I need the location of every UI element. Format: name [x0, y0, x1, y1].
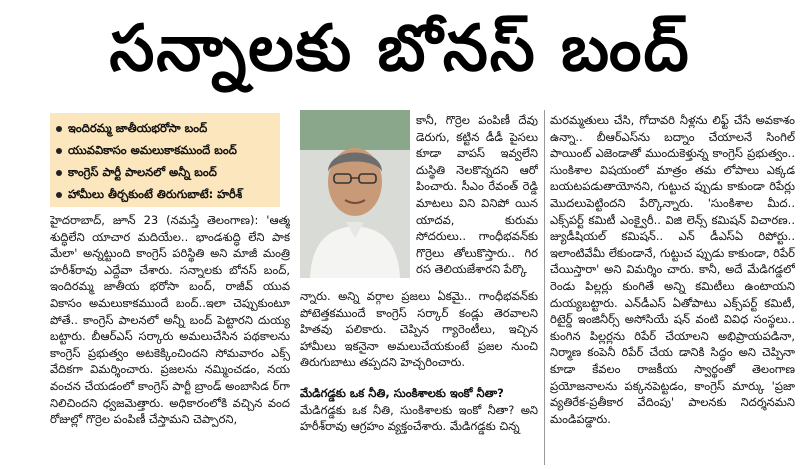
bullet-icon — [56, 170, 62, 176]
article-column-2 — [300, 288, 538, 467]
highlight-item: కాంగ్రెస్ పార్టీ పాలనలో అన్నీ బంద్ — [56, 161, 274, 183]
article-column-2-top — [416, 112, 538, 288]
highlight-item: ఇందిరమ్మ జాతీయభరోసా బంద్ — [56, 117, 274, 139]
bullet-icon — [56, 192, 62, 198]
column-divider — [544, 110, 545, 465]
highlight-item: హామీలు తీర్చకుంటే తిరుగుబాటే: హరీశ్ — [56, 183, 274, 205]
person-portrait-icon — [300, 110, 410, 278]
highlights-box — [50, 113, 280, 207]
portrait-photo — [300, 110, 410, 278]
article-column-1 — [50, 212, 290, 467]
bullet-icon — [56, 126, 62, 132]
bullet-icon — [56, 148, 62, 154]
headline: సన్నాలకు బోనస్ బంద్ — [109, 12, 691, 86]
article-text: మరమ్మతులు చేసి, గోదావరి నీళ్లను లిఫ్ట్ చేసే అవకాశం ఉన్నా.. బీఆర్ఎస్‌ను బద్నాం చేయాలనే సింగిల్ పాయింట్ ఎజెండాతో ముందుకెళ్తున్న కాంగ్రెస్ ప్రభుత్వం.. సుంకిశాల విషయంలో మాత్రం తమ లోపాలు ఎక్కడ బయటపడుతాయోనని, గుట్టుచ ప్పుడు కాకుండా రిపేర్లు మొదలుపెట్టిందని పేర్కొన్నారు. 'సుంకిశాల మీద.. ఎక్స్‌పర్ట్ కమిటీ ఎంక్వైరీ.. విజి లెన్స్ కమిషన్ విచారణ.. జ్యుడీషియల్ కమిషన్.. ఎన్ డీఎస్ఏ రిపోర్టు.. ఇలాంటివేమీ లేకుండానే, గుట్టుచ ప్పుడు కాకుండా, రిపేర్ చేయిస్తారా' అని విమర్శిం చారు. కానీ, అదే మేడిగడ్డలో రెండు పిల్లర్లు కుంగితే అన్ని కమిటీలు ఉంటాయని దుయ్యబట్టారు. ఎన్‌డీఎస్ ఏతోపాటు ఎక్స్‌పర్ట్ కమిటీ, రిటైర్డ్ ఇంజినీర్స్ అసోసియే షన్ వంటి వివిధ సంస్థలు.. కుంగిన పిల్లర్లను రిపేర్ చేయాలని అభిప్రాయపడినా, నిర్మాణ కంపెనీ రిపేర్ చేయ డానికి సిద్ధం అని చెప్పినా కూడా కేవలం రాజకీయ స్వార్థంతో తెలంగాణ ప్రయోజనాలను పక్కనపెట్టడం, కాంగ్రెస్ మార్కు 'ప్రజా వ్యతిరేక-ప్రతీకార వేదింపు' పాలనకు నిదర్శనమని మండిపడ్డారు. — [550, 113, 795, 426]
article-text: కానీ, గొర్రెల పంపిణీ దేవు డెరుగు, కట్టిన డీడీ పైసలు కూడా వాపస్ ఇవ్వలేని దుస్థితి నెలకొన్నదని ఆరో పించారు. సీఎం రేవంత్ రెడ్డి మాటలు విని వినిపో యిన యాదవ, కురుమ సోదరులు.. గాంధీభవన్‌కు గొర్రెలు తోలుకొస్తారు.. గిర రస తెలియజేశారని పేర్కొ — [416, 113, 538, 277]
article-column-3 — [550, 112, 795, 467]
article-text: న్నారు. అన్ని వర్గాల ప్రజలు ఏకమై.. గాంధీభవన్‌కు పోటెత్తకముందే కాంగ్రెస్ సర్కార్ కండ్లు తెరవాలని హితవు పలికారు. చెప్పిన గ్యారెంటీలు, ఇచ్చిన హామీలు ఇకనైనా అమలుచేయకుంటే ప్రజల నుంచి తిరుగుబాటు తప్పదని హెచ్చరించారు. — [300, 289, 538, 370]
highlight-item: యువవికాసం అమలుకాకముందే బంద్ — [56, 139, 274, 161]
article-text: మేడిగడ్డకు ఒక నీతి, సుంకిశాలకు ఇంకో నీతా? అని హరీశ్‌రావు ఆగ్రహం వ్యక్తంచేశారు. మేడిగడ్డకు చిన్న — [300, 402, 538, 434]
article-text: హైదరాబాద్, జూన్ 23 (నమస్తే తెలంగాణ): 'ఆత్మ శుద్ధిలేని యాచార మదియేల.. భాండశుద్ధి లేని పాక మేలా' అన్నట్టుంది కాంగ్రెస్ పరిస్థితి అని మాజీ మంత్రి హరీశ్‌రావు ఎద్దేవా చేశారు. సన్నాలకు బోనస్ బంద్, ఇందిరమ్మ జాతీయ భరోసా బంద్, రాజీవ్ యువ వికాసం అమలుకాకముందే బంద్..ఇలా చెప్పుకుంటూ పోతే.. కాంగ్రెస్ పాలనలో అన్నీ బంద్ పెట్టారని దుయ్య బట్టారు. బీఆర్ఎస్ సర్కారు అమలుచేసిన పథకాలను కాంగ్రెస్ ప్రభుత్వం అటకెక్కించిందని సోమవారం ఎక్స్ వేదికగా విమర్శించారు. ప్రజలను నమ్మించడం, నయ వంచన చేయడంలో కాంగ్రెస్ పార్టీ బ్రాండ్ అంబాసిడ ర్‌గా నిలిచిందని ధ్వజమెత్తారు. అధికారంలోకి వచ్చిన వంద రోజుల్లో గొర్రెల పంపిణీ చేస్తామని చెప్పారని, — [50, 213, 290, 427]
subheading: మేడిగడ్డకు ఒక నీతి, సుంకిశాలకు ఇంకో నీతా? — [300, 385, 504, 400]
